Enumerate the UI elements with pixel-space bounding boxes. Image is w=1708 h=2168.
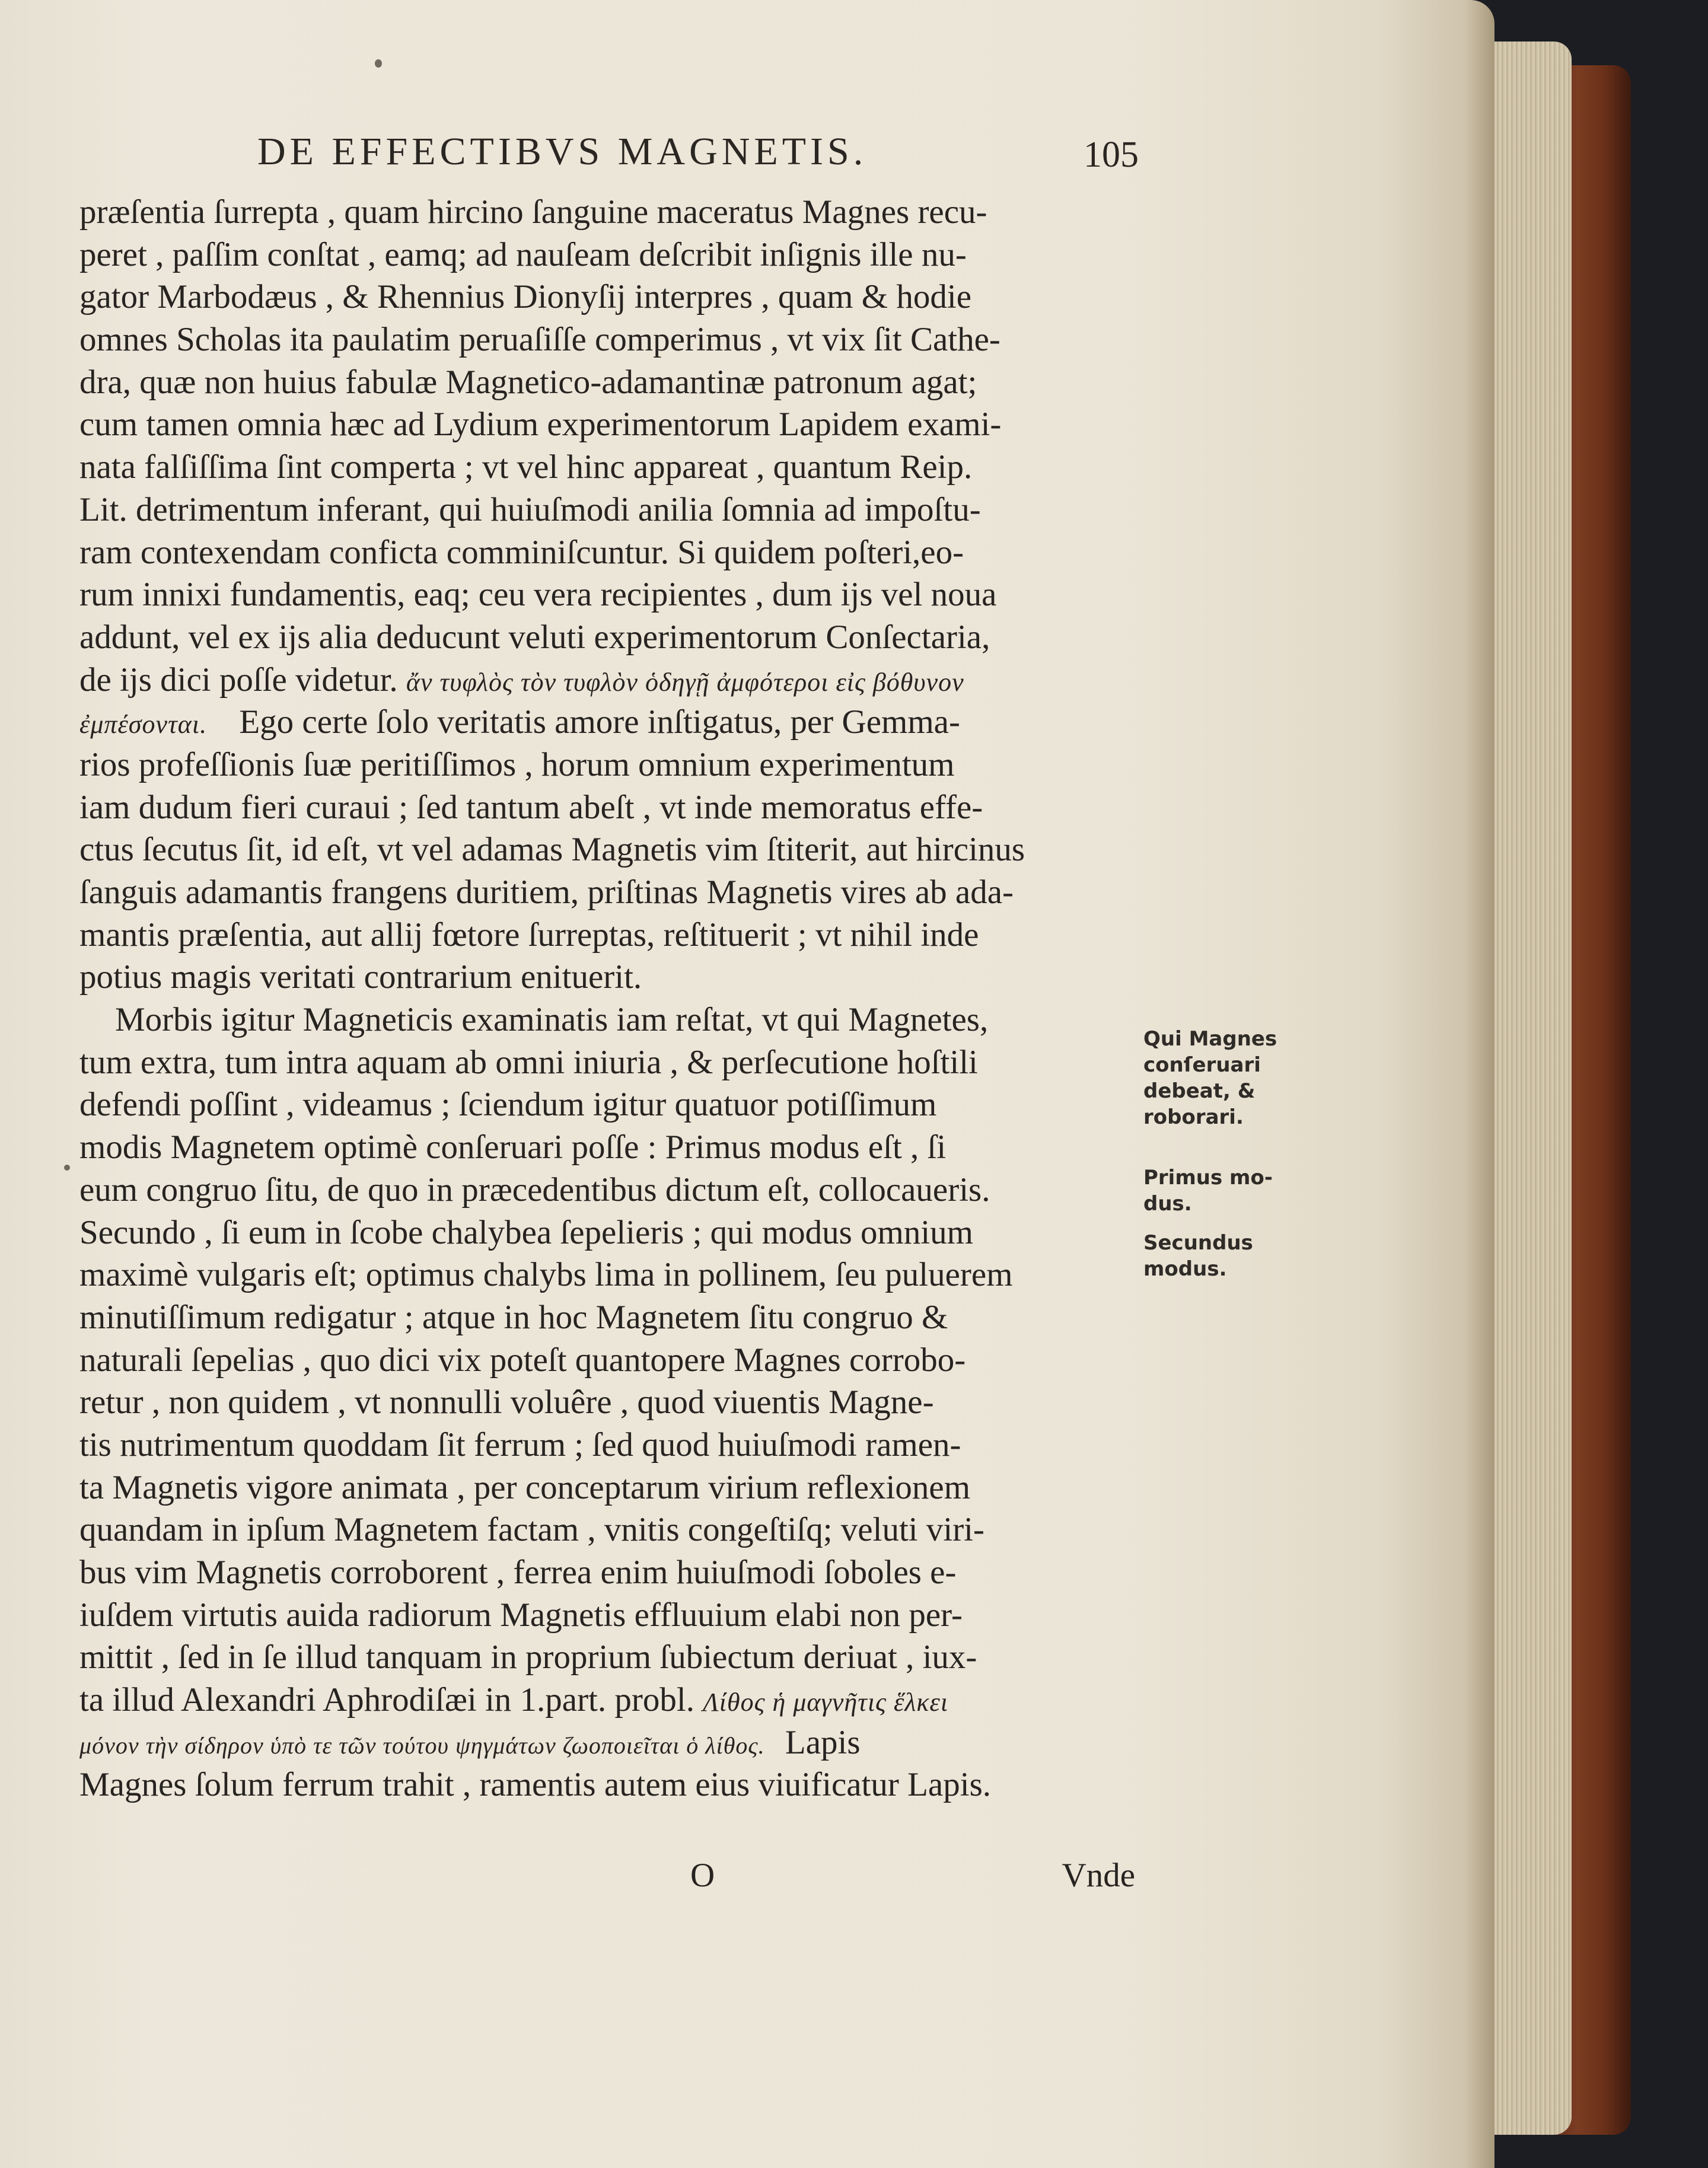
- text-line: peret , paſſim conſtat , eamq; ad nauſeam deſcribit inſignis ille nu-: [79, 235, 967, 273]
- text-line: iuſdem virtutis auida radiorum Magnetis effluuium elabi non per-: [79, 1596, 963, 1634]
- text-line: omnes Scholas ita paulatim peruaſiſſe comperimus , vt vix ſit Cathe-: [79, 321, 1000, 359]
- running-head: DE EFFECTIBVS MAGNETIS.: [257, 130, 868, 173]
- catchword: Vnde: [1062, 1857, 1135, 1894]
- latin-text: de ijs dici poſſe videtur.: [79, 661, 398, 699]
- margin-note-line: dus.: [1143, 1192, 1192, 1216]
- text-line: tis nutrimentum quoddam ſit ferrum ; ſed quod huiuſmodi ramen-: [79, 1426, 961, 1464]
- greek-quotation: ἐμπέσονται.: [79, 710, 208, 739]
- text-line: retur , non quidem , vt nonnulli voluêre , quod viuentis Magne-: [79, 1383, 934, 1421]
- text-line: cum tamen omnia hæc ad Lydium experimentorum Lapidem exami-: [79, 406, 1002, 444]
- text-line: quandam in ipſum Magnetem factam , vnitis congeſtiſq; veluti viri-: [79, 1511, 985, 1549]
- margin-note-conservation: [1143, 1026, 1321, 1130]
- page-header: [178, 129, 1139, 195]
- text-line: tum extra, tum intra aquam ab omni iniuria , & perſecutione hoſtili: [79, 1043, 978, 1081]
- paragraph-start: Morbis igitur Magneticis examinatis iam reſtat, vt qui Magnetes,: [115, 1001, 989, 1039]
- text-line: rum innixi fundamentis, eaq; ceu vera recipientes , dum ijs vel noua: [79, 576, 997, 614]
- margin-note-line: Primus mo-: [1143, 1166, 1273, 1190]
- margin-note-line: Secundus: [1143, 1231, 1253, 1255]
- text-line: nata falſiſſima ſint comperta ; vt vel hinc appareat , quantum Reip.: [79, 448, 973, 486]
- text-line: minutiſſimum redigatur ; atque in hoc Magnetem ſitu congruo &: [79, 1298, 948, 1336]
- margin-note-line: roborari.: [1143, 1105, 1244, 1129]
- margin-note-second-mode: [1143, 1230, 1321, 1282]
- text-line: mantis præſentia, aut allij fœtore ſurreptas, reſtituerit ; vt nihil inde: [79, 916, 979, 954]
- text-line: addunt, vel ex ijs alia deducunt veluti experimentorum Conſectaria,: [79, 618, 990, 656]
- text-line: maximè vulgaris eſt; optimus chalybs lima in pollinem, ſeu puluerem: [79, 1256, 1013, 1294]
- page-edges: [1494, 42, 1572, 2135]
- margin-notes: [1143, 1026, 1321, 1282]
- body-text: [79, 191, 1135, 1806]
- text-line: modis Magnetem optimè conſeruari poſſe : Primus modus eſt , ſi: [79, 1128, 947, 1166]
- margin-note-line: modus.: [1143, 1257, 1227, 1281]
- margin-note-line: Qui Magnes: [1143, 1027, 1277, 1051]
- text-line: Secundo , ſi eum in ſcobe chalybea ſepelieris ; qui modus omnium: [79, 1213, 974, 1251]
- text-line: ctus ſecutus ſit, id eſt, vt vel adamas Magnetis vim ſtiterit, aut hircinus: [79, 831, 1025, 869]
- text-line: ta Magnetis vigore animata , per conceptarum virium reflexionem: [79, 1468, 971, 1506]
- ink-speck: [375, 59, 382, 68]
- text-line: dra, quæ non huius fabulæ Magnetico-adamantinæ patronum agat;: [79, 363, 977, 401]
- text-line: eum congruo ſitu, de quo in præcedentibus dictum eſt, collocaueris.: [79, 1171, 990, 1209]
- text-line-with-greek: [79, 659, 1135, 702]
- margin-note-line: conſeruari: [1143, 1053, 1261, 1077]
- page-footer: [79, 1856, 1135, 1898]
- text-line-with-greek: [79, 701, 1135, 744]
- text-line: præſentia ſurrepta , quam hircino ſanguine maceratus Magnes recu-: [79, 193, 987, 231]
- text-line: iam dudum fieri curaui ; ſed tantum abeſt , vt inde memoratus effe-: [79, 788, 983, 826]
- text-line: gator Marbodæus , & Rhennius Dionyſij interpres , quam & hodie: [79, 278, 971, 316]
- margin-note-line: debeat, &: [1143, 1079, 1255, 1103]
- greek-quotation: μόνον τὴν σίδηρον ὑπὸ τε τῶν τούτου ψηγμάτων ζωοποιεῖται ὁ λίθος.: [79, 1732, 765, 1759]
- latin-text: Lapis: [785, 1723, 861, 1761]
- latin-text: ta illud Alexandri Aphrodiſæi in 1.part. probl.: [79, 1681, 694, 1719]
- ink-speck: [64, 1165, 70, 1171]
- text-line: ram contexendam conficta comminiſcuntur. Si quidem poſteri,eo-: [79, 533, 964, 571]
- text-line: rios profeſſionis ſuæ peritiſſimos , horum omnium experimentum: [79, 745, 955, 783]
- text-line: mittit , ſed in ſe illud tanquam in proprium ſubiectum deriuat , iux-: [79, 1638, 977, 1676]
- text-line: defendi poſſint , videamus ; ſciendum igitur quatuor potiſſimum: [79, 1086, 937, 1124]
- latin-text: Ego certe ſolo veritatis amore inſtigatus, per Gemma-: [239, 703, 960, 741]
- text-line: naturali ſepelias , quo dici vix poteſt quantopere Magnes corrobo-: [79, 1341, 966, 1379]
- text-line: Magnes ſolum ferrum trahit , ramentis autem eius viuificatur Lapis.: [79, 1766, 991, 1804]
- greek-quotation: ἄν τυφλὸς τὸν τυφλὸν ὁδηγῇ ἀμφότεροι εἰς βόθυνον: [406, 667, 964, 697]
- page-number: 105: [1084, 135, 1139, 175]
- text-line: bus vim Magnetis corroborent , ferrea enim huiuſmodi ſoboles e-: [79, 1554, 957, 1591]
- text-line: ſanguis adamantis frangens duritiem, priſtinas Magnetis vires ab ada-: [79, 873, 1014, 911]
- text-line-with-greek: [79, 1721, 1135, 1764]
- margin-note-first-mode: [1143, 1165, 1321, 1217]
- text-line: potius magis veritati contrarium enituerit.: [79, 958, 642, 996]
- greek-quotation: Λίθος ἡ μαγνῆτις ἕλκει: [703, 1688, 949, 1717]
- text-line-with-greek: [79, 1679, 1135, 1721]
- signature-mark: O: [690, 1857, 715, 1894]
- text-line: Lit. detrimentum inferant, qui huiuſmodi anilia ſomnia ad impoſtu-: [79, 490, 981, 528]
